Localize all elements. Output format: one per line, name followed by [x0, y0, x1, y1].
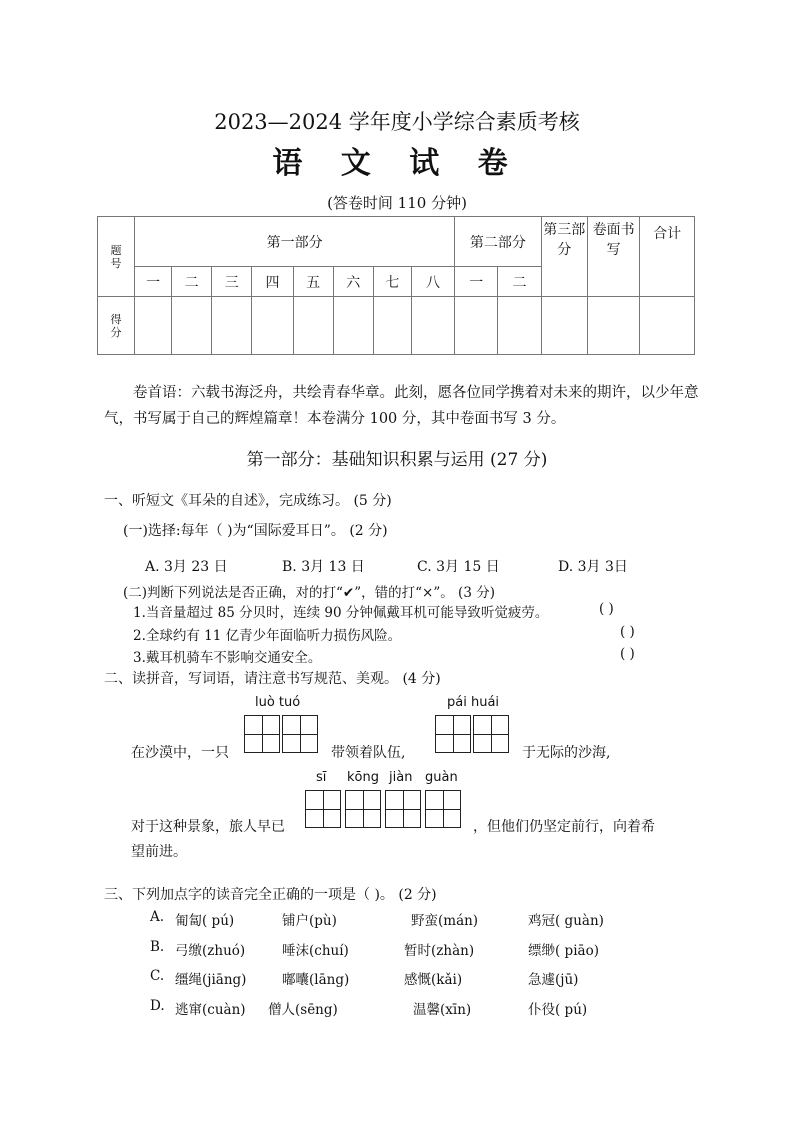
q3-item: 缥缈( piāo) [528, 943, 599, 959]
score-cell[interactable] [541, 297, 587, 355]
score-cell[interactable] [373, 297, 411, 355]
q1-stem: 一、听短文《耳朵的自述》，完成练习。 (5 分) [104, 493, 392, 509]
q2-line1-b: 带领着队伍, [331, 745, 406, 761]
q1-statement-1: 1.当音量超过 85 分贝时，连续 90 分钟佩戴耳机可能导致听觉疲劳。 [133, 605, 549, 621]
q1-option-a: A. 3月 23 日 [145, 559, 228, 575]
q3-option-label: C. [150, 968, 165, 984]
row-label-score: 得分 [98, 297, 135, 355]
col-header: 四 [252, 267, 293, 297]
time-note: (答卷时间 110 分钟) [327, 194, 467, 212]
q2-line1-c: 于无际的沙海, [522, 745, 611, 761]
q3-item: 急遽(jū) [528, 972, 579, 988]
answer-paren[interactable]: ( ) [599, 601, 614, 617]
q3-option-label: B. [150, 939, 165, 955]
writing-grid-box[interactable] [425, 790, 461, 828]
score-cell[interactable] [172, 297, 212, 355]
q3-item: 感慨(kǎi) [404, 972, 463, 988]
score-cell[interactable] [333, 297, 373, 355]
col-header: 七 [373, 267, 411, 297]
q2-line3: 望前进。 [131, 844, 187, 860]
q3-item: 缰绳(jiāng) [175, 972, 247, 988]
pinyin-kong: kōng [347, 770, 379, 785]
row-label-number: 题号 [98, 217, 135, 297]
q3-item: 弓缴(zhuó) [175, 943, 246, 959]
q3-item: 僧人(sēng) [268, 1002, 338, 1018]
q3-item: 温馨(xīn) [413, 1002, 472, 1018]
total-header: 合计 [640, 217, 695, 297]
col-header: 六 [333, 267, 373, 297]
q3-item: 鸡冠( guàn) [528, 913, 604, 929]
pinyin-si: sī [316, 770, 327, 785]
q3-item: 暂时(zhàn) [404, 943, 475, 959]
q1-sub1: (一)选择:每年（ )为“国际爱耳日”。 (2 分) [123, 523, 388, 539]
q3-stem: 三、下列加点字的读音完全正确的一项是（ )。 (2 分) [104, 887, 437, 903]
pinyin-luotuo: luò tuó [255, 695, 301, 710]
q3-item: 野蛮(mán) [411, 913, 479, 929]
q3-item: 仆役( pú) [528, 1002, 588, 1018]
score-cell[interactable] [212, 297, 252, 355]
answer-paren[interactable]: ( ) [620, 624, 635, 640]
q1-statement-2: 2.全球约有 11 亿青少年面临听力损伤风险。 [133, 628, 402, 644]
score-cell[interactable] [411, 297, 454, 355]
score-cell[interactable] [640, 297, 695, 355]
q3-option-label: A. [150, 909, 165, 925]
part3-header: 第三部分 [541, 217, 587, 297]
q1-option-b: B. 3月 13 日 [282, 559, 365, 575]
q2-line2-a: 对于这种景象，旅人早已 [131, 819, 285, 835]
score-cell[interactable] [252, 297, 293, 355]
section1-title: 第一部分：基础知识积累与运用 (27 分) [246, 450, 548, 470]
writing-grid-box[interactable] [305, 790, 341, 828]
writing-grid-box[interactable] [244, 715, 280, 753]
q1-statement-3: 3.戴耳机骑车不影响交通安全。 [133, 650, 322, 666]
pinyin-paihuai: pái huái [447, 695, 500, 710]
pinyin-guan: guàn [425, 770, 458, 785]
score-cell[interactable] [498, 297, 541, 355]
subject-title: 语 文 试 卷 [272, 146, 522, 181]
col-header: 三 [212, 267, 252, 297]
score-cell[interactable] [455, 297, 498, 355]
q3-item: 匍匐( pú) [175, 913, 235, 929]
col-header: 二 [498, 267, 541, 297]
q3-option-label: D. [150, 998, 165, 1014]
q1-sub2: (二)判断下列说法是否正确，对的打“✔”，错的打“×”。 (3 分) [123, 585, 495, 601]
answer-paren[interactable]: ( ) [620, 646, 635, 662]
pinyin-jian: jiàn [389, 770, 413, 785]
writing-grid-box[interactable] [345, 790, 381, 828]
score-table [97, 216, 695, 355]
q3-item: 铺户(pù) [282, 913, 337, 929]
q2-line1-a: 在沙漠中，一只 [131, 745, 229, 761]
score-cell[interactable] [135, 297, 172, 355]
handwriting-header: 卷面书写 [587, 217, 639, 297]
part1-header: 第一部分 [135, 217, 455, 267]
col-header: 一 [455, 267, 498, 297]
col-header: 一 [135, 267, 172, 297]
writing-grid-box[interactable] [473, 715, 509, 753]
col-header: 二 [172, 267, 212, 297]
score-cell[interactable] [587, 297, 639, 355]
col-header: 八 [411, 267, 454, 297]
q3-item: 嘟囔(lāng) [282, 972, 350, 988]
exam-title: 2023—2024 学年度小学综合素质考核 [214, 110, 580, 134]
col-header: 五 [293, 267, 333, 297]
score-cell[interactable] [293, 297, 333, 355]
q1-option-c: C. 3月 15 日 [417, 559, 500, 575]
writing-grid-box[interactable] [282, 715, 318, 753]
q3-item: 唾沫(chuí) [282, 943, 349, 959]
writing-grid-box[interactable] [435, 715, 471, 753]
writing-grid-box[interactable] [385, 790, 421, 828]
q1-option-d: D. 3月 3日 [558, 559, 628, 575]
q3-item: 逃窜(cuàn) [175, 1002, 246, 1018]
part2-header: 第二部分 [455, 217, 541, 267]
intro-paragraph: 卷首语：六载书海泛舟，共绘青春华章。此刻，愿各位同学携着对未来的期许，以少年意气，书写属于自己的辉煌篇章！本卷满分 100 分，其中卷面书写 3 分。 [104, 385, 699, 427]
q2-stem: 二、读拼音，写词语，请注意书写规范、美观。 (4 分) [104, 671, 441, 687]
q2-line2-b: ，但他们仍坚定前行，向着希 [473, 819, 655, 835]
